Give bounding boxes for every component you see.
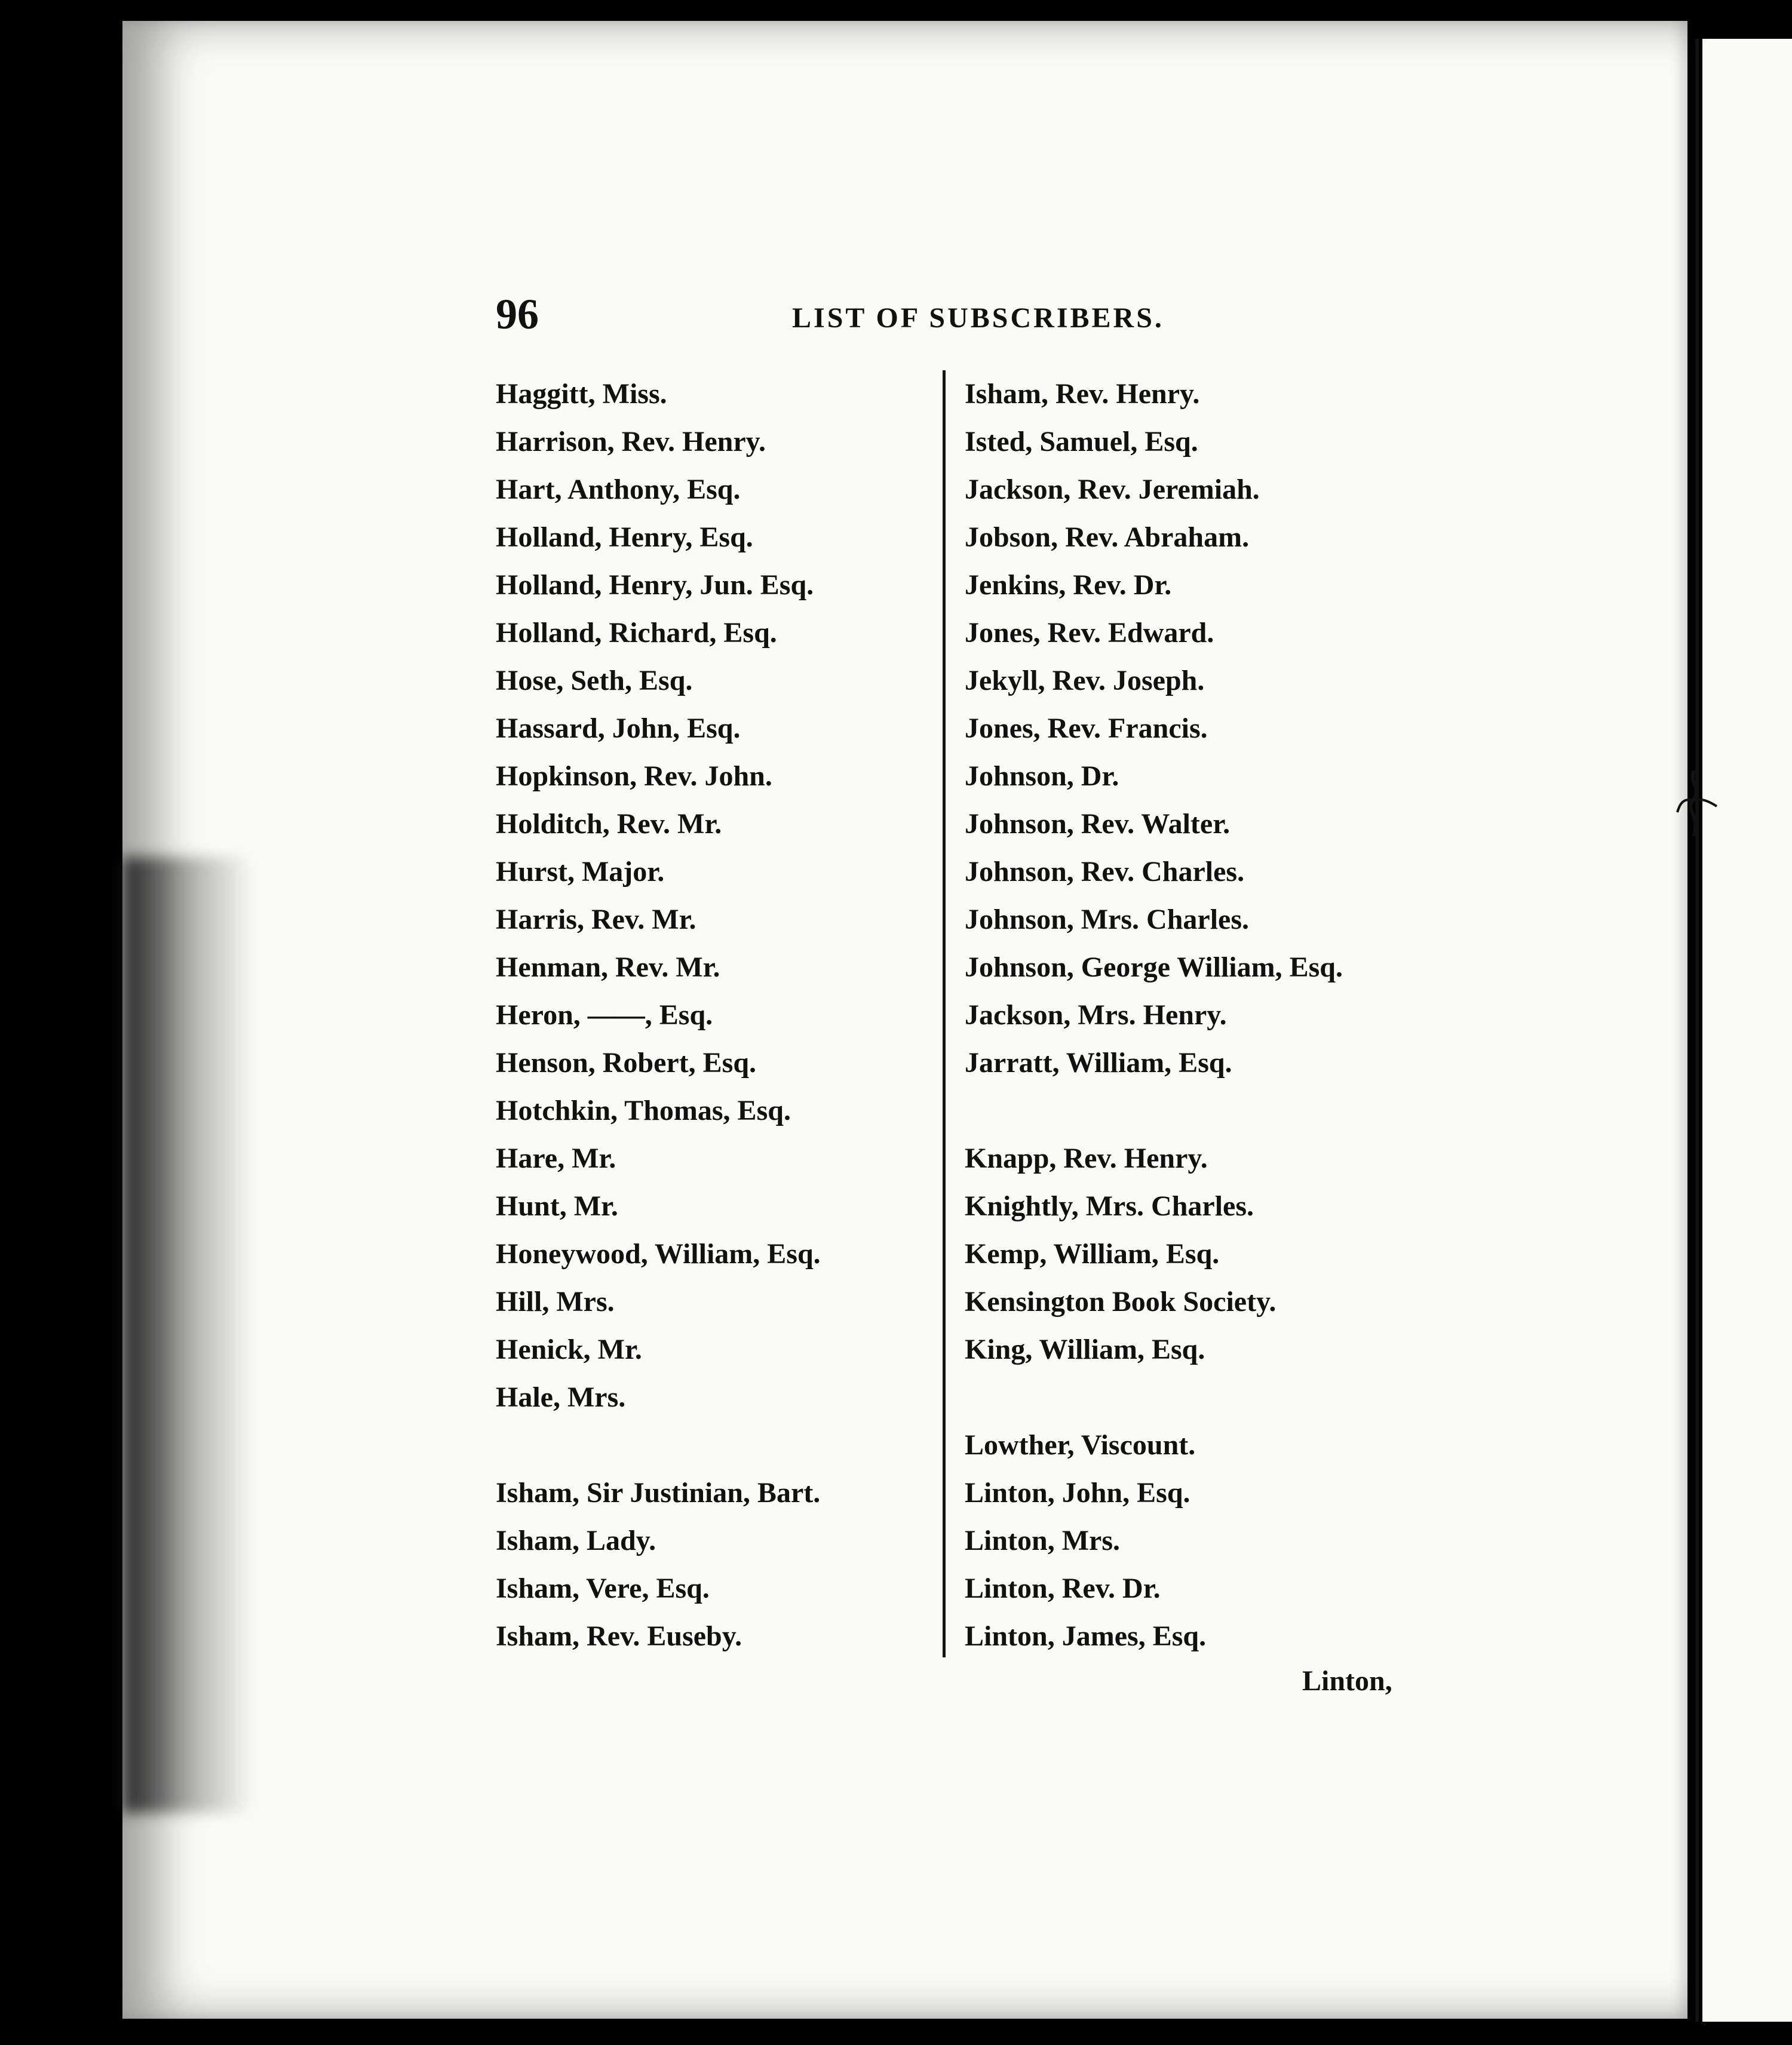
page-edge-shadow: [122, 857, 254, 1813]
list-item: Hose, Seth, Esq.: [496, 665, 693, 696]
list-item: Holland, Henry, Jun. Esq.: [496, 569, 814, 601]
list-item: Johnson, Rev. Walter.: [965, 808, 1231, 840]
list-item: Henick, Mr.: [496, 1334, 642, 1365]
list-item: Isham, Rev. Henry.: [965, 378, 1200, 410]
list-item: Hopkinson, Rev. John.: [496, 760, 772, 792]
page-gutter-line: [1695, 39, 1699, 2022]
list-item: Linton, James, Esq.: [965, 1620, 1207, 1652]
list-item: Jackson, Rev. Jeremiah.: [965, 474, 1260, 505]
list-item: Heron, ——, Esq.: [496, 999, 713, 1031]
list-item: Isham, Sir Justinian, Bart.: [496, 1477, 821, 1509]
list-item: Holland, Richard, Esq.: [496, 617, 777, 649]
list-item: Lowther, Viscount.: [965, 1429, 1196, 1461]
list-item: Honeywood, William, Esq.: [496, 1238, 821, 1270]
list-item: Jenkins, Rev. Dr.: [965, 569, 1172, 601]
list-item: Hill, Mrs.: [496, 1286, 615, 1318]
list-item: Hare, Mr.: [496, 1143, 616, 1174]
list-item: Harrison, Rev. Henry.: [496, 426, 766, 457]
list-item: Haggitt, Miss.: [496, 378, 667, 410]
subscriber-list-left-column: [496, 370, 938, 1660]
list-item: Johnson, Dr.: [965, 760, 1119, 792]
list-item: Hassard, John, Esq.: [496, 713, 741, 744]
list-item: King, William, Esq.: [965, 1334, 1205, 1365]
subscriber-list-right-column: [965, 370, 1419, 1660]
list-item: Henson, Robert, Esq.: [496, 1047, 757, 1079]
list-item: Jekyll, Rev. Joseph.: [965, 665, 1205, 696]
list-item: Linton, Mrs.: [965, 1525, 1121, 1556]
list-item: Isted, Samuel, Esq.: [965, 426, 1198, 457]
catchword: Linton,: [1302, 1665, 1392, 1697]
list-item: Jarratt, William, Esq.: [965, 1047, 1232, 1079]
list-item: Isham, Vere, Esq.: [496, 1573, 710, 1604]
list-item: Kemp, William, Esq.: [965, 1238, 1220, 1270]
list-item: Johnson, Mrs. Charles.: [965, 904, 1250, 935]
list-item: Johnson, Rev. Charles.: [965, 856, 1245, 888]
section-gap: [965, 1374, 1419, 1421]
column-divider: [943, 370, 946, 1657]
list-item: Hunt, Mr.: [496, 1190, 618, 1222]
list-item: Jobson, Rev. Abraham.: [965, 521, 1250, 553]
section-gap: [496, 1421, 938, 1469]
list-item: Hart, Anthony, Esq.: [496, 474, 741, 505]
page-title: LIST OF SUBSCRIBERS.: [792, 302, 1164, 334]
bookmark-string-icon: [1676, 770, 1718, 836]
list-item: Jackson, Mrs. Henry.: [965, 999, 1227, 1031]
list-item: Johnson, George William, Esq.: [965, 951, 1343, 983]
page-number: 96: [496, 290, 539, 338]
list-item: Hurst, Major.: [496, 856, 665, 888]
list-item: Isham, Rev. Euseby.: [496, 1620, 742, 1652]
list-item: Holditch, Rev. Mr.: [496, 808, 722, 840]
section-gap: [965, 1087, 1419, 1135]
list-item: Kensington Book Society.: [965, 1286, 1277, 1318]
list-item: Linton, Rev. Dr.: [965, 1573, 1161, 1604]
list-item: Isham, Lady.: [496, 1525, 656, 1556]
list-item: Hotchkin, Thomas, Esq.: [496, 1095, 791, 1126]
list-item: Jones, Rev. Francis.: [965, 713, 1208, 744]
list-item: Knightly, Mrs. Charles.: [965, 1190, 1254, 1222]
list-item: Harris, Rev. Mr.: [496, 904, 696, 935]
list-item: Holland, Henry, Esq.: [496, 521, 753, 553]
list-item: Linton, John, Esq.: [965, 1477, 1190, 1509]
adjacent-page-edge: [1702, 39, 1792, 2022]
list-item: Jones, Rev. Edward.: [965, 617, 1214, 649]
list-item: Hale, Mrs.: [496, 1381, 626, 1413]
list-item: Henman, Rev. Mr.: [496, 951, 720, 983]
list-item: Knapp, Rev. Henry.: [965, 1143, 1208, 1174]
